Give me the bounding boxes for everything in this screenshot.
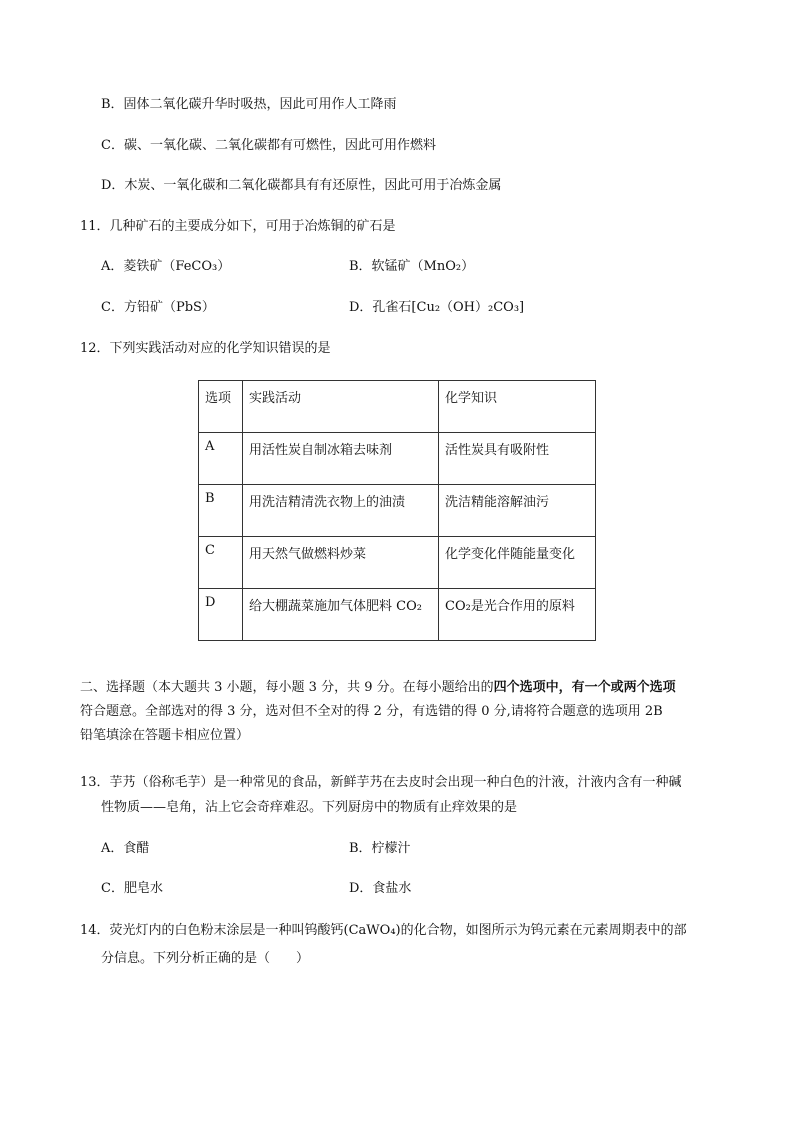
table-cell: 活性炭具有吸附性 — [439, 433, 596, 485]
q10-option-c: C．碳、一氧化碳、二氧化碳都有可燃性，因此可用作燃料 — [101, 138, 436, 153]
table-row — [199, 485, 596, 537]
table-cell: 用天然气做燃料炒菜 — [243, 537, 439, 589]
section2-heading: 二、选择题（本大题共 3 小题，每小题 3 分，共 9 分。在每小题给出的 — [80, 680, 494, 695]
q13-option-b: B．柠檬汁 — [349, 841, 411, 856]
q12-table — [198, 380, 596, 641]
section2-heading-bold: 四个选项中，有一个或两个选项 — [493, 680, 676, 695]
q13-option-d: D．食盐水 — [349, 881, 412, 896]
table-cell: 洗洁精能溶解油污 — [439, 485, 596, 537]
table-header-row — [199, 381, 596, 433]
q11-option-d: D．孔雀石[Cu₂（OH）₂CO₃] — [349, 300, 525, 315]
q10-option-d: D．木炭、一氧化碳和二氧化碳都具有有还原性，因此可用于冶炼金属 — [101, 178, 502, 193]
table-header-cell: 选项 — [199, 381, 243, 433]
table-header-cell: 实践活动 — [243, 381, 439, 433]
table-header-cell: 化学知识 — [439, 381, 596, 433]
q13-option-a: A．食醋 — [101, 841, 150, 856]
table-row — [199, 589, 596, 641]
table-cell: 给大棚蔬菜施加气体肥料 CO₂ — [243, 589, 439, 641]
table-cell: 用活性炭自制冰箱去味剂 — [243, 433, 439, 485]
table-cell: D — [199, 589, 243, 641]
table-cell: A — [199, 433, 243, 485]
q11-option-b: B．软锰矿（MnO₂） — [349, 259, 475, 274]
table-cell: CO₂是光合作用的原料 — [439, 589, 596, 641]
table-row — [199, 537, 596, 589]
section2-rules: 符合题意。全部选对的得 3 分，选对但不全对的得 2 分，有选错的得 0 分,请将符合题意的选项用 2B — [80, 704, 663, 719]
q11-option-c: C．方铅矿（PbS） — [101, 300, 215, 315]
table-cell: B — [199, 485, 243, 537]
q11-option-a: A．菱铁矿（FeCO₃） — [101, 259, 231, 274]
q12-stem: 12．下列实践活动对应的化学知识错误的是 — [80, 341, 331, 356]
table-cell: 化学变化伴随能量变化 — [439, 537, 596, 589]
q11-stem: 11．几种矿石的主要成分如下，可用于冶炼铜的矿石是 — [80, 219, 396, 234]
section2-rules-end: 铅笔填涂在答题卡相应位置） — [80, 728, 250, 743]
table-row — [199, 433, 596, 485]
q13-stem-line2: 性物质——皂角，沾上它会奇痒难忍。下列厨房中的物质有止痒效果的是 — [101, 800, 518, 815]
table-cell: C — [199, 537, 243, 589]
q10-option-b: B．固体二氧化碳升华时吸热，因此可用作人工降雨 — [101, 97, 397, 112]
q14-stem-line2: 分信息。下列分析正确的是（ ） — [101, 951, 310, 966]
q14-stem-line1: 14．荧光灯内的白色粉末涂层是一种叫钨酸钙(CaWO₄)的化合物，如图所示为钨元素在元素周期表中的部 — [80, 923, 687, 938]
section2-instructions — [80, 676, 720, 748]
q13-option-c: C．肥皂水 — [101, 881, 163, 896]
table-cell: 用洗洁精清洗衣物上的油渍 — [243, 485, 439, 537]
q13-stem-line1: 13．芋艿（俗称毛芋）是一种常见的食品，新鲜芋艿在去皮时会出现一种白色的汁液，汁液内含有一种碱 — [80, 775, 682, 790]
